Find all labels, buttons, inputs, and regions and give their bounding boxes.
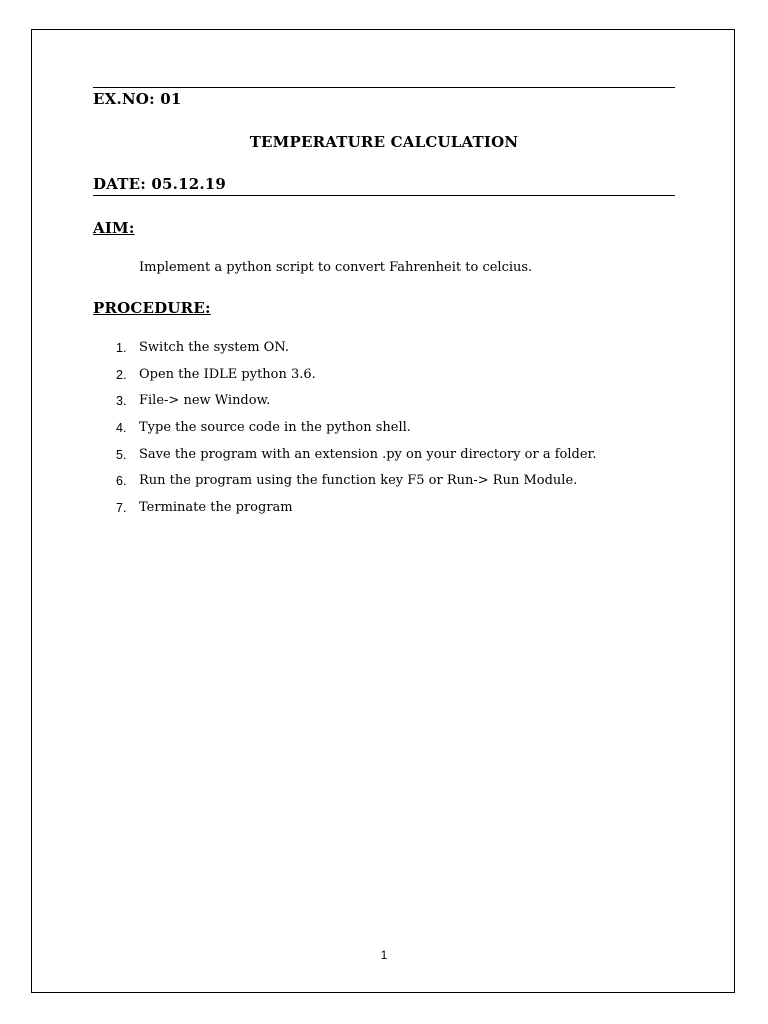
list-item xyxy=(100,366,596,393)
aim-heading: AIM: xyxy=(93,219,135,237)
step-number: 4. xyxy=(116,421,127,436)
header-bottom-rule xyxy=(93,195,675,196)
step-number: 2. xyxy=(116,367,127,382)
step-number: 1. xyxy=(116,341,127,355)
list-item xyxy=(100,499,596,526)
step-text: Type the source code in the python shell. xyxy=(139,420,411,436)
step-number: 6. xyxy=(116,474,127,489)
procedure-steps-list xyxy=(100,339,596,526)
header-top-rule xyxy=(93,87,675,88)
list-item xyxy=(100,446,596,473)
step-number: 3. xyxy=(116,394,127,409)
aim-text: Implement a python script to convert Fahrenheit to celcius. xyxy=(139,260,533,275)
document-date: DATE: 05.12.19 xyxy=(93,175,227,193)
step-text: Switch the system ON. xyxy=(139,340,290,355)
list-item xyxy=(100,392,596,419)
page-number: 1 xyxy=(380,948,388,962)
list-item xyxy=(100,339,596,366)
document-title: TEMPERATURE CALCULATION xyxy=(249,133,519,151)
step-text: Terminate the program xyxy=(139,500,293,516)
list-item xyxy=(100,472,596,499)
step-text: Run the program using the function key F5 or Run-> Run Module. xyxy=(139,473,578,489)
exercise-number: EX.NO: 01 xyxy=(93,90,182,108)
step-text: Save the program with an extension .py on your directory or a folder. xyxy=(139,446,597,462)
step-text: Open the IDLE python 3.6. xyxy=(139,366,316,382)
step-number: 7. xyxy=(116,501,127,516)
step-number: 5. xyxy=(116,447,127,462)
step-text: File-> new Window. xyxy=(139,393,271,409)
list-item xyxy=(100,419,596,446)
procedure-heading: PROCEDURE: xyxy=(93,299,211,317)
